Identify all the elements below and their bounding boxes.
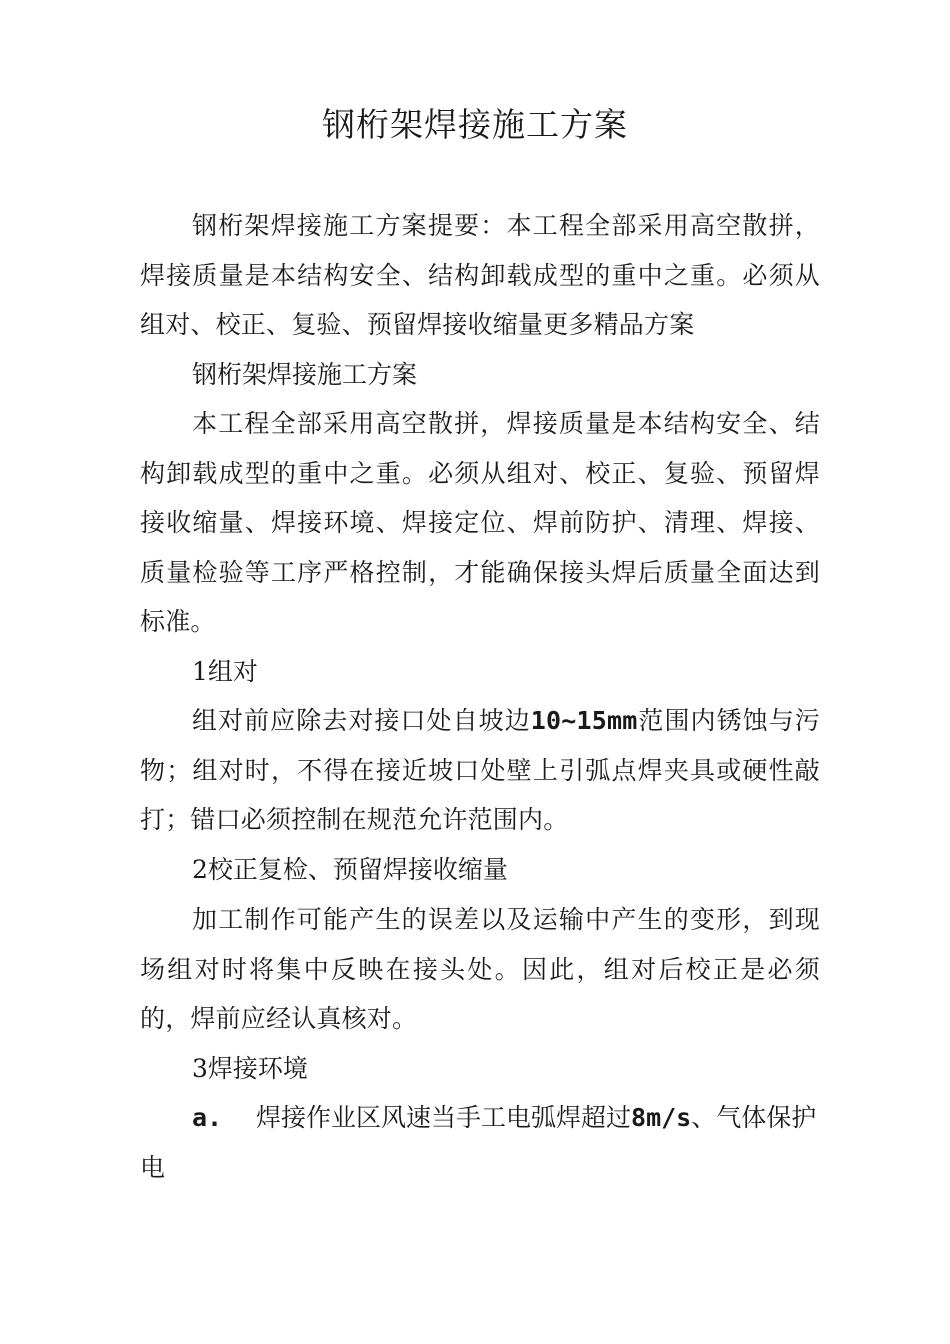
item-a-text-prefix: 焊接作业区风速当手工电弧焊超过 (256, 1103, 632, 1132)
document-title: 钢桁架焊接施工方案 (322, 105, 628, 144)
section1-heading: 1组对 (192, 657, 258, 686)
section1-paragraph (140, 696, 820, 845)
section3-item-a (140, 1093, 830, 1192)
section2-paragraph: 加工制作可能产生的误差以及运输中产生的变形，到现场组对时将集中反映在接头处。因此，组对后校正是必须的，焊前应经认真核对。 (140, 905, 820, 1033)
summary-paragraph: 钢桁架焊接施工方案提要：本工程全部采用高空散拼，焊接质量是本结构安全、结构卸载成型的重中之重。必须从组对、校正、复验、预留焊接收缩量更多精品方案 (140, 211, 820, 339)
section1-range-value: 10~15mm (530, 706, 638, 735)
intro-paragraph: 本工程全部采用高空散拼，焊接质量是本结构安全、结构卸载成型的重中之重。必须从组对、校正、复验、预留焊接收缩量、焊接环境、焊接定位、焊前防护、清理、焊接、质量检验等工序严格控制，才能确保接头焊后质量全面达到标准。 (140, 409, 820, 636)
item-a-wind-speed: 8m/s (631, 1103, 692, 1132)
item-a-text-suffix: 、气体保护电 (140, 1103, 817, 1182)
section1-text-suffix: 范围内锈蚀与污物；组对时，不得在接近坡口处壁上引弧点焊夹具或硬性敲打；错口必须控制在规范允许范围内。 (140, 706, 820, 834)
section1-text-prefix: 组对前应除去对接口处自坡边 (192, 706, 531, 735)
subtitle: 钢桁架焊接施工方案 (192, 360, 418, 389)
section3-heading: 3焊接环境 (192, 1054, 308, 1083)
section2-heading: 2校正复检、预留焊接收缩量 (192, 855, 508, 884)
item-a-marker: a. (192, 1103, 223, 1132)
